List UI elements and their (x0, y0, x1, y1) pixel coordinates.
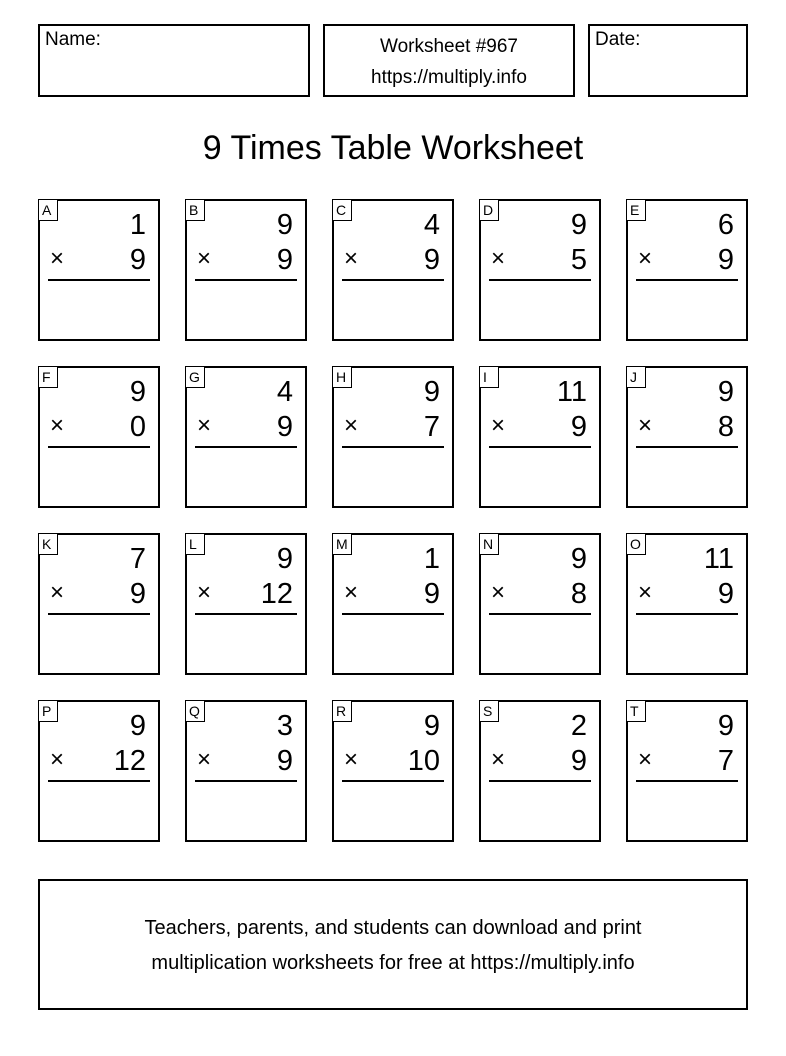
multiplier: 9 (570, 745, 587, 777)
answer-line (48, 613, 150, 615)
problem-letter: A (38, 199, 58, 221)
multiplicand: 9 (570, 209, 587, 241)
problem-letter: P (38, 700, 58, 722)
problem-box[interactable] (185, 199, 307, 341)
answer-line (48, 279, 150, 281)
problem-box[interactable] (332, 366, 454, 508)
multiplier: 7 (717, 745, 734, 777)
multiplier: 7 (423, 411, 440, 443)
problem-box[interactable] (626, 533, 748, 675)
multiplier: 9 (717, 244, 734, 276)
answer-line (48, 446, 150, 448)
times-icon: × (638, 245, 653, 272)
name-label: Name: (45, 29, 101, 50)
worksheet-number: Worksheet #967 (379, 36, 518, 57)
multiplicand: 9 (129, 376, 146, 408)
answer-line (489, 780, 591, 782)
problem-letter: R (332, 700, 352, 722)
multiplicand: 9 (423, 710, 440, 742)
date-label: Date: (595, 29, 641, 50)
answer-line (195, 613, 297, 615)
problem-box[interactable] (38, 199, 160, 341)
multiplicand: 11 (703, 543, 734, 575)
answer-line (489, 613, 591, 615)
problem-letter: F (38, 366, 58, 388)
times-icon: × (491, 412, 506, 439)
problem-letter: C (332, 199, 352, 221)
website-url: https://multiply.info (371, 67, 527, 88)
times-icon: × (344, 579, 359, 606)
times-icon: × (638, 746, 653, 773)
multiplier: 0 (129, 411, 146, 443)
multiplicand: 6 (717, 209, 734, 241)
name-field[interactable] (38, 24, 310, 97)
problem-box[interactable] (479, 366, 601, 508)
multiplicand: 9 (423, 376, 440, 408)
multiplicand: 9 (570, 543, 587, 575)
answer-line (195, 780, 297, 782)
problem-letter: H (332, 366, 352, 388)
answer-line (342, 613, 444, 615)
problem-box[interactable] (332, 533, 454, 675)
multiplier: 9 (423, 244, 440, 276)
answer-line (636, 446, 738, 448)
problem-box[interactable] (185, 700, 307, 842)
times-icon: × (50, 245, 65, 272)
footer-line-1: Teachers, parents, and students can download and print (144, 917, 642, 939)
times-icon: × (491, 245, 506, 272)
problem-box[interactable] (626, 199, 748, 341)
multiplier: 8 (570, 578, 587, 610)
times-icon: × (344, 412, 359, 439)
answer-line (342, 780, 444, 782)
problem-letter: T (626, 700, 646, 722)
multiplier: 9 (423, 578, 440, 610)
answer-line (342, 279, 444, 281)
problem-box[interactable] (479, 199, 601, 341)
times-icon: × (197, 579, 212, 606)
multiplier: 9 (276, 411, 293, 443)
answer-line (48, 780, 150, 782)
multiplicand: 3 (276, 710, 293, 742)
problem-box[interactable] (38, 533, 160, 675)
problem-box[interactable] (332, 199, 454, 341)
multiplicand: 1 (423, 543, 440, 575)
answer-line (636, 780, 738, 782)
multiplier: 12 (260, 578, 293, 610)
problem-letter: I (479, 366, 499, 388)
worksheet-info-box (323, 24, 575, 97)
answer-line (195, 446, 297, 448)
multiplier: 10 (407, 745, 440, 777)
multiplier: 8 (717, 411, 734, 443)
page-title: 9 Times Table Worksheet (202, 129, 584, 167)
problem-letter: D (479, 199, 499, 221)
problem-box[interactable] (185, 366, 307, 508)
multiplicand: 7 (129, 543, 146, 575)
multiplier: 9 (129, 244, 146, 276)
problem-letter: B (185, 199, 205, 221)
problem-letter: M (332, 533, 352, 555)
multiplier: 9 (276, 745, 293, 777)
answer-line (489, 279, 591, 281)
multiplier: 5 (570, 244, 587, 276)
answer-line (636, 613, 738, 615)
answer-line (489, 446, 591, 448)
times-icon: × (491, 746, 506, 773)
times-icon: × (50, 746, 65, 773)
problem-letter: L (185, 533, 205, 555)
answer-line (342, 446, 444, 448)
multiplicand: 9 (717, 710, 734, 742)
problem-box[interactable] (38, 700, 160, 842)
multiplicand: 9 (717, 376, 734, 408)
times-icon: × (638, 579, 653, 606)
multiplier: 9 (717, 578, 734, 610)
times-icon: × (50, 412, 65, 439)
multiplicand: 1 (129, 209, 146, 241)
multiplicand: 9 (129, 710, 146, 742)
problem-letter: Q (185, 700, 205, 722)
multiplier: 9 (276, 244, 293, 276)
times-icon: × (344, 746, 359, 773)
answer-line (195, 279, 297, 281)
date-field[interactable] (588, 24, 748, 97)
multiplicand: 11 (556, 376, 587, 408)
problem-box[interactable] (479, 700, 601, 842)
problem-box[interactable] (38, 366, 160, 508)
problem-box[interactable] (479, 533, 601, 675)
footer-line-2: multiplication worksheets for free at https://multiply.info (151, 952, 635, 974)
times-icon: × (344, 245, 359, 272)
times-icon: × (197, 412, 212, 439)
problem-letter: K (38, 533, 58, 555)
multiplicand: 4 (276, 376, 293, 408)
times-icon: × (50, 579, 65, 606)
problem-box[interactable] (332, 700, 454, 842)
multiplier: 12 (113, 745, 146, 777)
times-icon: × (197, 746, 212, 773)
footer-note (38, 879, 748, 1010)
problem-box[interactable] (626, 366, 748, 508)
problem-letter: J (626, 366, 646, 388)
times-icon: × (638, 412, 653, 439)
problem-letter: E (626, 199, 646, 221)
multiplier: 9 (129, 578, 146, 610)
problem-box[interactable] (626, 700, 748, 842)
multiplier: 9 (570, 411, 587, 443)
problem-box[interactable] (185, 533, 307, 675)
multiplicand: 2 (570, 710, 587, 742)
multiplicand: 9 (276, 543, 293, 575)
problem-letter: S (479, 700, 499, 722)
problem-letter: N (479, 533, 499, 555)
times-icon: × (491, 579, 506, 606)
problem-letter: O (626, 533, 646, 555)
times-icon: × (197, 245, 212, 272)
problem-letter: G (185, 366, 205, 388)
answer-line (636, 279, 738, 281)
multiplicand: 4 (423, 209, 440, 241)
multiplicand: 9 (276, 209, 293, 241)
